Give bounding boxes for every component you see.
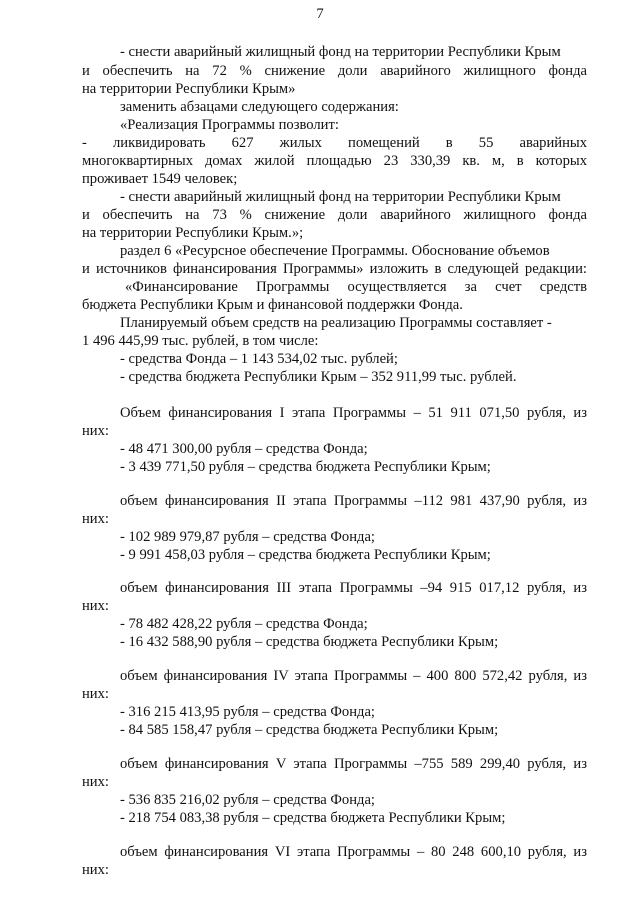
text-line: «Финансирование Программы осуществляется за счет средств: [125, 279, 587, 295]
stage-heading: объем финансирования V этапа Программы –755 589 299,40 рубля, из: [120, 756, 587, 772]
stage-tail: них:: [82, 511, 109, 527]
stage-item: - 48 471 300,00 рубля – средства Фонда;: [120, 441, 368, 457]
stage-heading: объем финансирования III этапа Программы –94 915 017,12 рубля, из: [120, 580, 587, 596]
stage-heading: Объем финансирования I этапа Программы – 51 911 071,50 рубля, из: [120, 405, 587, 421]
text-line: - средства бюджета Республики Крым – 352 911,99 тыс. рублей.: [120, 369, 517, 385]
stage-tail: них:: [82, 598, 109, 614]
text-line: на территории Республики Крым.»;: [82, 225, 304, 241]
text-line: - снести аварийный жилищный фонд на территории Республики Крым: [120, 44, 561, 60]
text-line: проживает 1549 человек;: [82, 171, 238, 187]
stage-item: - 316 215 413,95 рубля – средства Фонда;: [120, 704, 375, 720]
text-line: многоквартирных домах жилой площадью 23 330,39 кв. м, в которых: [82, 153, 587, 169]
stage-tail: них:: [82, 423, 109, 439]
stage-item: - 16 432 588,90 рубля – средства бюджета Республики Крым;: [120, 634, 499, 650]
stage-item: - 84 585 158,47 рубля – средства бюджета Республики Крым;: [120, 722, 499, 738]
stage-heading: объем финансирования IV этапа Программы – 400 800 572,42 рубля, из: [120, 668, 587, 684]
text-line: бюджета Республики Крым и финансовой поддержки Фонда.: [82, 297, 463, 313]
stage-item: - 536 835 216,02 рубля – средства Фонда;: [120, 792, 375, 808]
text-line: раздел 6 «Ресурсное обеспечение Программы. Обоснование объемов: [120, 243, 550, 259]
text-line: - снести аварийный жилищный фонд на территории Республики Крым: [120, 189, 561, 205]
text-line: - ликвидировать 627 жилых помещений в 55 аварийных: [82, 135, 587, 151]
stage-tail: них:: [82, 862, 109, 878]
text-line: - средства Фонда – 1 143 534,02 тыс. рублей;: [120, 351, 398, 367]
stage-heading: объем финансирования VI этапа Программы – 80 248 600,10 рубля, из: [120, 844, 587, 860]
text-line: заменить абзацами следующего содержания:: [120, 99, 399, 115]
stage-item: - 3 439 771,50 рубля – средства бюджета Республики Крым;: [120, 459, 491, 475]
text-line: и обеспечить на 73 % снижение доли аварийного жилищного фонда: [82, 207, 587, 223]
stage-item: - 9 991 458,03 рубля – средства бюджета Республики Крым;: [120, 547, 491, 563]
page-number: 7: [316, 6, 324, 22]
text-line: «Реализация Программы позволит:: [120, 117, 339, 133]
stage-item: - 102 989 979,87 рубля – средства Фонда;: [120, 529, 375, 545]
text-line: и обеспечить на 72 % снижение доли аварийного жилищного фонда: [82, 63, 587, 79]
text-line: Планируемый объем средств на реализацию Программы составляет -: [120, 315, 552, 331]
stage-item: - 218 754 083,38 рубля – средства бюджета Республики Крым;: [120, 810, 506, 826]
stage-tail: них:: [82, 686, 109, 702]
text-line: на территории Республики Крым»: [82, 81, 296, 97]
stage-heading: объем финансирования II этапа Программы –112 981 437,90 рубля, из: [120, 493, 587, 509]
stage-tail: них:: [82, 774, 109, 790]
text-line: 1 496 445,99 тыс. рублей, в том числе:: [82, 333, 319, 349]
stage-item: - 78 482 428,22 рубля – средства Фонда;: [120, 616, 368, 632]
text-line: и источников финансирования Программы» изложить в следующей редакции:: [82, 261, 587, 277]
